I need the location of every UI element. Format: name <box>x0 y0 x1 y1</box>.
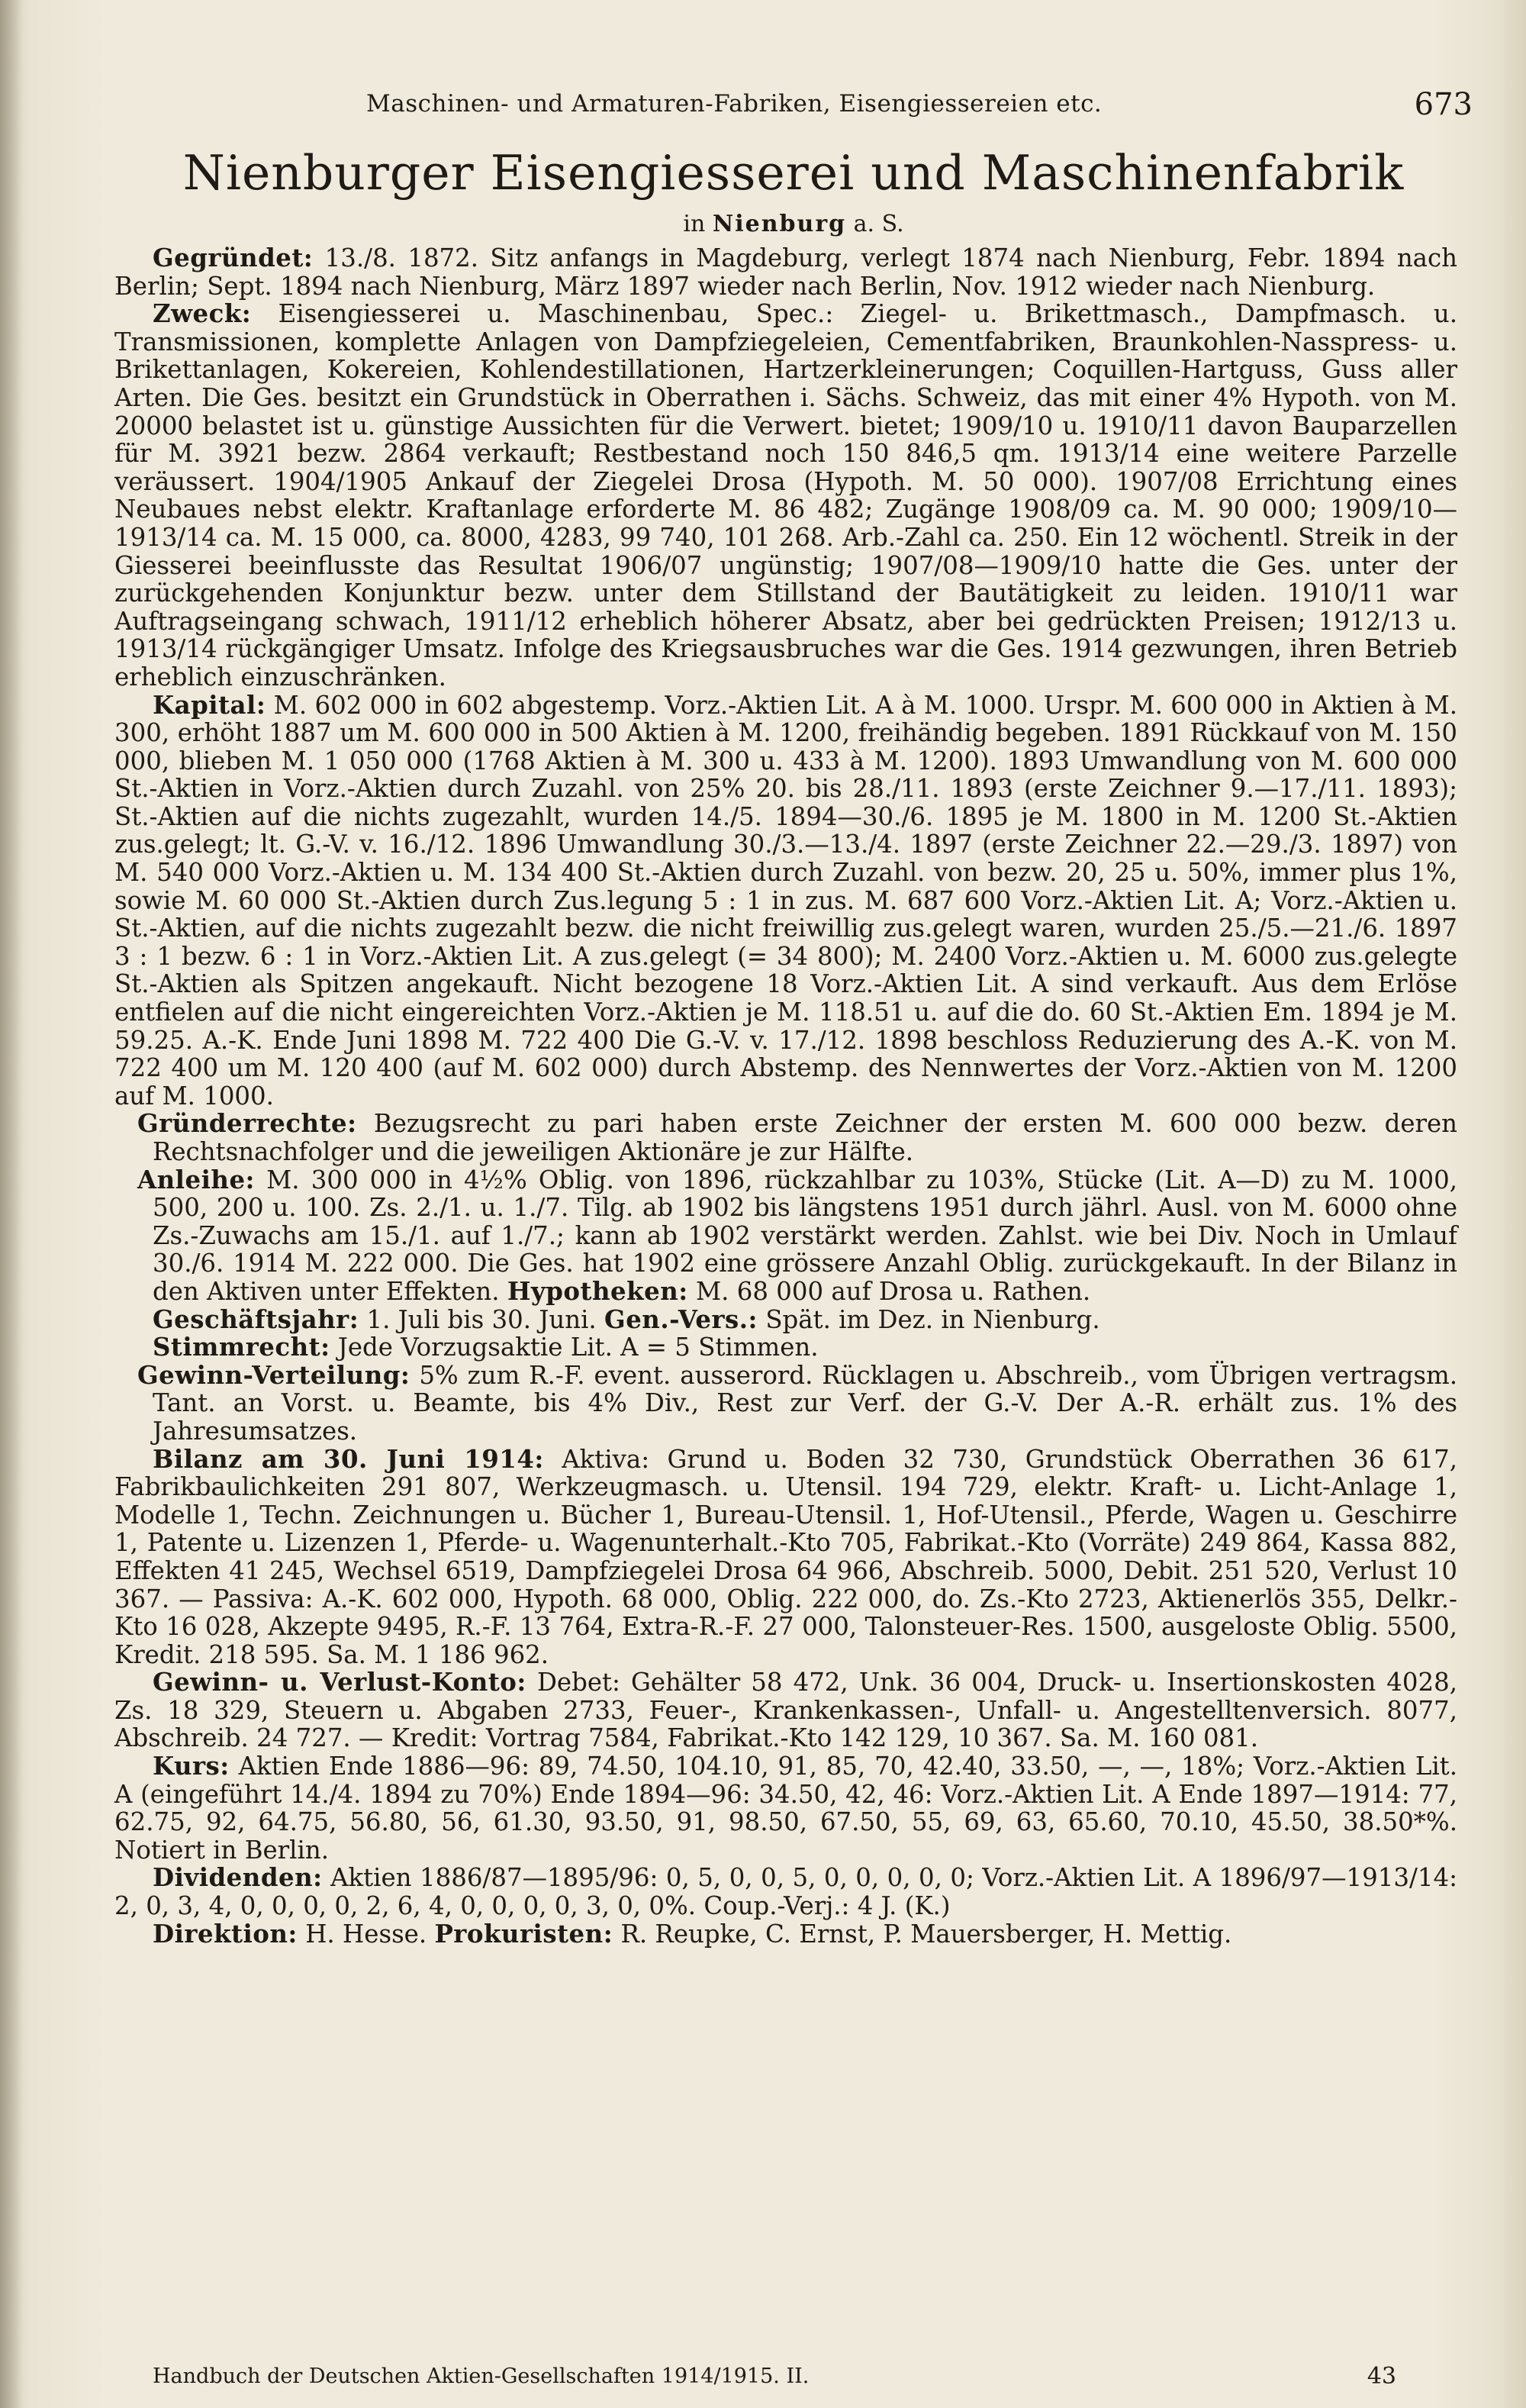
section-direktion <box>114 1920 1457 1949</box>
location-city: Nienburg <box>712 211 847 237</box>
binding-shadow <box>0 0 23 2408</box>
text-geschaeftsjahr: 1. Juli bis 30. Juni. <box>366 1304 597 1334</box>
label-gruenderrechte: Gründerrechte: <box>137 1109 357 1139</box>
text-kapital: M. 602 000 in 602 abgestemp. Vorz.-Aktien Lit. A à M. 1000. Urspr. M. 600 000 in Aktien à M. 300, erhöht 1887 um M. 600 000 in 500 Aktien à M. 1200, freihändig begeben. 1891 Rückkauf von M. 150 000, blieben M. 1 050 000 (1768 Aktien à M. 300 u. 433 à M. 1200). 1893 Umwandlung von M. 600 000 St.-Aktien in Vorz.-Aktien durch Zuzahl. von 25% 20. bis 28./11. 1893 (erste Zeichner 9.—17./11. 1893); St.-Aktien auf die nichts zugezahlt, wurden 14./5. 1894—30./6. 1895 je M. 1800 in M. 1200 St.-Aktien zus.gelegt; lt. G.-V. v. 16./12. 1896 Umwandlung 30./3.—13./4. 1897 (erste Zeichner 22.—29./3. 1897) von M. 540 000 Vorz.-Aktien u. M. 134 400 St.-Aktien durch Zuzahl. von bezw. 20, 25 u. 50%, immer plus 1%, sowie M. 60 000 St.-Aktien durch Zus.legung 5 : 1 in zus. M. 687 600 Vorz.-Aktien Lit. A; Vorz.-Aktien u. St.-Aktien, auf die nichts zugezahlt bezw. die nicht freiwillig zus.gelegt waren, wurden 25./5.—21./6. 1897 3 : 1 bezw. 6 : 1 in Vorz.-Aktien Lit. A zus.gelegt (= 34 800); M. 2400 Vorz.-Aktien u. M. 6000 zus.gelegte St.-Aktien als Spitzen angekauft. Nicht bezogene 18 Vorz.-Aktien Lit. A sind verkauft. Aus dem Erlöse entfielen auf die nicht eingereichten Vorz.-Aktien je M. 118.51 u. auf die do. 60 St.-Aktien Em. 1894 je M. 59.25. A.-K. Ende Juni 1898 M. 722 400 Die G.-V. v. 17./12. 1898 beschloss Reduzierung des A.-K. von M. 722 400 um M. 120 400 (auf M. 602 000) durch Abstemp. des Nennwertes der Vorz.-Aktien von M. 1200 auf M. 1000. <box>114 690 1458 1111</box>
text-hypotheken: M. 68 000 auf Drosa u. Rathen. <box>696 1276 1091 1306</box>
label-stimmrecht: Stimmrecht: <box>153 1333 330 1362</box>
text-kurs: Aktien Ende 1886—96: 89, 74.50, 104.10, 91, 85, 70, 42.40, 33.50, —, —, 18%; Vorz.-Aktien Lit. A (eingeführt 14./4. 1894 zu 70%) Ende 1894—96: 34.50, 42, 46: Vorz.-Aktien Lit. A Ende 1897—1914: 77, 62.75, 92, 64.75, 56.80, 56, 61.30, 93.50, 91, 98.50, 67.50, 55, 69, 63, 65.60, 70.10, 45.50, 38.50*%. Notiert in Berlin. <box>114 1752 1457 1865</box>
text-bilanz: Aktiva: Grund u. Boden 32 730, Grundstück Oberrathen 36 617, Fabrikbaulichkeiten 291 807, Werkzeugmasch. u. Utensil. 194 729, elektr. Kraft- u. Licht-Anlage 1, Modelle 1, Techn. Zeichnungen u. Bücher 1, Bureau-Utensil. 1, Hof-Utensil., Pferde, Wagen u. Geschirre 1, Patente u. Lizenzen 1, Pferde- u. Wagenunterhalt.-Kto 705, Fabrikat.-Kto (Vorräte) 249 864, Kassa 882, Effekten 41 245, Wechsel 6519, Dampfziegelei Drosa 64 966, Abschreib. 5000, Debit. 251 520, Verlust 10 367. — Passiva: A.-K. 602 000, Hypoth. 68 000, Oblig. 222 000, do. Zs.-Kto 2723, Aktienerlös 355, Delkr.-Kto 16 028, Akzepte 9495, R.-F. 13 764, Extra-R.-F. 27 000, Talonsteuer-Res. 1500, ausgeloste Oblig. 5500, Kredit. 218 595. Sa. M. 1 186 962. <box>114 1444 1457 1669</box>
text-stimmrecht: Jede Vorzugsaktie Lit. A = 5 Stimmen. <box>337 1333 819 1362</box>
page-number: 673 <box>1414 87 1473 122</box>
label-zweck: Zweck: <box>153 299 252 329</box>
text-direktion: H. Hesse. <box>305 1919 427 1949</box>
label-gewinnverteilung: Gewinn-Verteilung: <box>137 1360 410 1390</box>
section-zweck <box>114 300 1457 691</box>
footer-source: Handbuch der Deutschen Aktien-Gesellschaften 1914/1915. II. <box>153 2364 810 2388</box>
entry-body <box>114 244 1457 1948</box>
text-gegruendet: 13./8. 1872. Sitz anfangs in Magdeburg, verlegt 1874 nach Nienburg, Febr. 1894 nach Berlin; Sept. 1894 nach Nienburg, März 1897 wieder nach Berlin, Nov. 1912 wieder nach Nienburg. <box>114 243 1457 301</box>
label-prokuristen: Prokuristen: <box>434 1919 613 1949</box>
location-suffix: a. S. <box>853 211 904 237</box>
text-gewinnverteilung: 5% zum R.-F. event. ausserord. Rücklagen u. Abschreib., vom Übrigen vertragsm. Tant. an Vorst. u. Beamte, bis 4% Div., Rest zur Verf. der G.-V. Der A.-R. erhält zus. 1% des Jahresumsatzes. <box>153 1360 1457 1446</box>
section-gruenderrechte <box>114 1110 1457 1165</box>
label-dividenden: Dividenden: <box>153 1863 323 1893</box>
label-anleihe: Anleihe: <box>137 1165 256 1194</box>
section-kurs <box>114 1752 1457 1864</box>
text-genvers: Spät. im Dez. in Nienburg. <box>765 1304 1100 1334</box>
section-dividenden <box>114 1864 1457 1920</box>
section-gegruendet <box>114 244 1457 300</box>
label-bilanz: Bilanz am 30. Juni 1914: <box>153 1444 544 1474</box>
company-title: Nienburger Eisengiesserei und Maschinenfabrik <box>182 145 1405 201</box>
text-anleihe: M. 300 000 in 4½% Oblig. von 1896, rückzahlbar zu 103%, Stücke (Lit. A—D) zu M. 1000, 500, 200 u. 100. Zs. 2./1. u. 1./7. Tilg. ab 1902 bis längstens 1951 durch jährl. Ausl. von M. 6000 ohne Zs.-Zuwachs am 15./1. auf 1./7.; kann ab 1902 verstärkt werden. Zahlst. wie bei Div. Noch in Umlauf 30./6. 1914 M. 222 000. Die Ges. hat 1902 eine grössere Anzahl Oblig. zurückgekauft. In der Bilanz in den Aktiven unter Effekten. <box>153 1165 1457 1306</box>
text-dividenden: Aktien 1886/87—1895/96: 0, 5, 0, 0, 5, 0, 0, 0, 0, 0; Vorz.-Aktien Lit. A 1896/97—1913/14: 2, 0, 3, 4, 0, 0, 0, 0, 2, 6, 4, 0, 0, 0, 0, 3, 0, 0%. Coup.-Verj.: 4 J. (K.) <box>114 1863 1458 1921</box>
text-zweck: Eisengiesserei u. Maschinenbau, Spec.: Ziegel- u. Brikettmasch., Dampfmasch. u. Transmissionen, komplette Anlagen von Dampfziegeleien, Cementfabriken, Braunkohlen-Nasspress- u. Brikettanlagen, Kokereien, Kohlendestillationen, Hartzerkleinerungen; Coquillen-Hartguss, Guss aller Arten. Die Ges. besitzt ein Grundstück in Oberrathen i. Sächs. Schweiz, das mit einer 4% Hypoth. von M. 20000 belastet ist u. günstige Aussichten für die Verwert. bietet; 1909/10 u. 1910/11 davon Bauparzellen für M. 3921 bezw. 2864 verkauft; Restbestand noch 150 846,5 qm. 1913/14 eine weitere Parzelle veräussert. 1904/1905 Ankauf der Ziegelei Drosa (Hypoth. M. 50 000). 1907/08 Errichtung eines Neubaues nebst elektr. Kraftanlage erforderte M. 86 482; Zugänge 1908/09 ca. M. 90 000; 1909/10—1913/14 ca. M. 15 000, ca. 8000, 4283, 99 740, 101 268. Arb.-Zahl ca. 250. Ein 12 wöchentl. Streik in der Giesserei beeinflusste das Resultat 1906/07 ungünstig; 1907/08—1909/10 hatte die Ges. unter der zurückgehenden Konjunktur bezw. unter dem Stillstand der Bautätigkeit zu leiden. 1910/11 war Auftragseingang schwach, 1911/12 erheblich höherer Absatz, aber bei gedrückten Preisen; 1912/13 u. 1913/14 rückgängiger Umsatz. Infolge des Kriegsausbruches war die Ges. 1914 gezwungen, ihren Betrieb erheblich einzuschränken. <box>114 299 1458 691</box>
company-location <box>114 211 1473 237</box>
text-gewinnverlust: Debet: Gehälter 58 472, Unk. 36 004, Druck- u. Insertionskosten 4028, Zs. 18 329, Steuern u. Abgaben 2733, Feuer-, Krankenkassen-, Unfall- u. Angestelltenversich. 8077, Abschreib. 24 727. — Kredit: Vortrag 7584, Fabrikat.-Kto 142 129, 10 367. Sa. M. 160 081. <box>114 1668 1458 1753</box>
location-prefix: in <box>683 211 706 237</box>
footer-signature: 43 <box>1367 2363 1396 2390</box>
label-gewinnverlust: Gewinn- u. Verlust-Konto: <box>153 1668 526 1697</box>
section-gewinnverteilung <box>114 1362 1457 1446</box>
section-kapital <box>114 691 1457 1111</box>
label-kapital: Kapital: <box>153 690 266 720</box>
label-geschaeftsjahr: Geschäftsjahr: <box>153 1304 359 1334</box>
section-anleihe <box>114 1166 1457 1362</box>
text-prokuristen: R. Reupke, C. Ernst, P. Mauersberger, H. Mettig. <box>620 1919 1232 1949</box>
label-direktion: Direktion: <box>153 1919 298 1949</box>
section-bilanz <box>114 1446 1457 1669</box>
section-gewinnverlust <box>114 1668 1457 1752</box>
label-kurs: Kurs: <box>153 1752 230 1781</box>
running-title: Maschinen- und Armaturen-Fabriken, Eisengiessereien etc. <box>366 90 1103 118</box>
text-gruenderrechte: Bezugsrecht zu pari haben erste Zeichner der ersten M. 600 000 bezw. deren Rechtsnachfolger und die jeweiligen Aktionäre je zur Hälfte. <box>153 1109 1457 1166</box>
label-gegruendet: Gegründet: <box>153 243 314 272</box>
label-genvers: Gen.-Vers.: <box>604 1304 758 1334</box>
running-header <box>114 84 1473 130</box>
label-hypotheken: Hypotheken: <box>507 1276 688 1306</box>
